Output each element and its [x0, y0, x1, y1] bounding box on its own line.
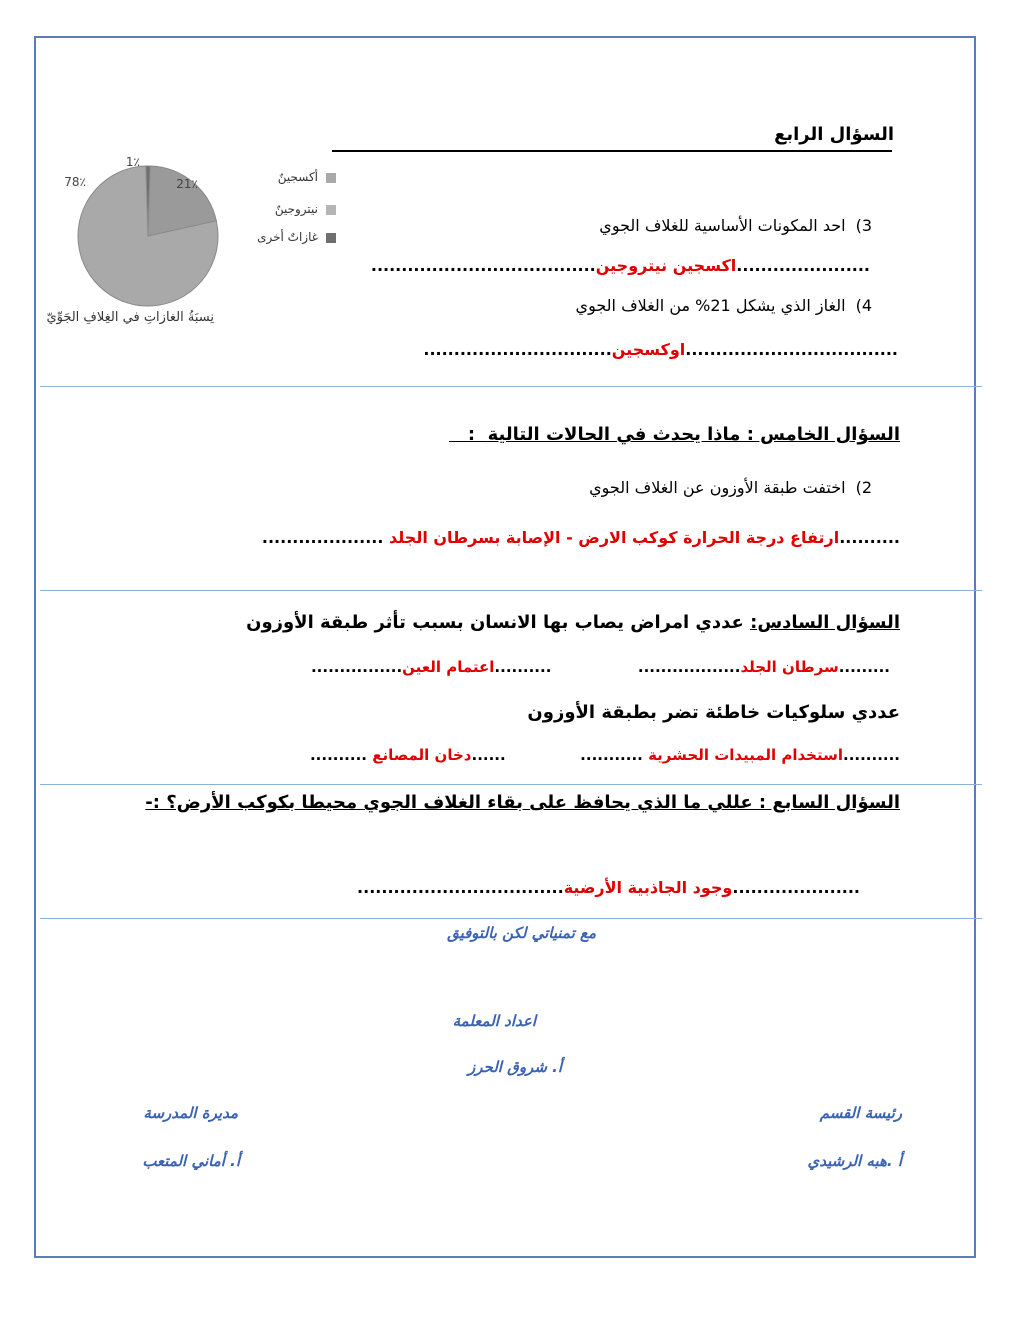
q5-item2: 2)اختفت طبقة الأوزون عن الغلاف الجوي	[589, 478, 872, 497]
wishes-text: مع تمنياتي لكن بالتوفيق	[447, 924, 596, 942]
q5-title: السؤال الخامس : ماذا يحدث في الحالات التالية :	[467, 424, 900, 445]
principal-title: مديرة المدرسة	[143, 1104, 238, 1122]
q4-item4: 4)الغاز الذي يشكل 21% من الغلاف الجوي	[575, 296, 872, 315]
teacher-name: أ. شروق الحرز	[468, 1058, 562, 1076]
dept-head-title: رئيسة القسم	[819, 1104, 902, 1122]
legend-oxygen: أكسجينٌ	[278, 170, 336, 184]
q6-subtitle: عددي سلوكيات خاطئة تضر بطبقة الأوزون	[527, 702, 900, 723]
q6-answers-2: ..........استخدام المبيدات الحشرية ........... ......دخان المصانع ..........	[309, 746, 900, 764]
legend-other: غازاتٌ أخرى	[257, 230, 336, 244]
legend-swatch-nitrogen	[326, 205, 336, 215]
pie-title: نِسبَةُ الغازاتِ في الغِلافِ الجَوِّيّ	[46, 310, 214, 325]
q4-answer3-line: ......................اكسجين نيتروجين.....................................	[370, 256, 870, 275]
q6-answers-1: .........سرطان الجلد.................. ..........اعتمام العين................	[310, 658, 890, 676]
legend-swatch-oxygen	[326, 173, 336, 183]
legend-swatch-other	[326, 233, 336, 243]
divider-4	[40, 918, 982, 919]
divider-2	[40, 590, 982, 591]
q5-answer-line: ..........ارتفاع درجة الحرارة كوكب الارض - الإصابة بسرطان الجلد ....................	[261, 528, 900, 547]
q6-title: السؤال السادس: عددي امراض يصاب بها الانسان بسبب تأثر طبقة الأوزون	[246, 612, 900, 633]
divider-1	[40, 386, 982, 387]
pie-label-nitrogen: 78٪	[64, 175, 86, 189]
principal-name: أ. أماني المتعب	[142, 1152, 240, 1170]
divider-3	[40, 784, 982, 785]
pie-label-other: 1٪	[125, 155, 140, 169]
q4-answer4-line: ...................................اوكسجين...............................	[423, 340, 898, 359]
q4-item3: 3)احد المكونات الأساسية للغلاف الجوي	[599, 216, 872, 235]
q7-answer-line: .....................وجود الجاذبية الأرضية..................................	[357, 878, 860, 897]
q4-title-rule	[332, 150, 892, 152]
gas-pie-chart	[46, 150, 334, 335]
pie-label-oxygen: 21٪	[176, 177, 198, 191]
q4-title: السؤال الرابع	[774, 124, 894, 145]
prepared-by-label: اعداد المعلمة	[452, 1012, 536, 1030]
legend-nitrogen: نيتروجينٌ	[275, 202, 336, 216]
q7-title: السؤال السابع : عللي ما الذي يحافظ على بقاء الغلاف الجوي محيطا بكوكب الأرض؟ :-	[145, 792, 900, 813]
dept-head-name: أ .هبه الرشيدي	[807, 1152, 902, 1170]
